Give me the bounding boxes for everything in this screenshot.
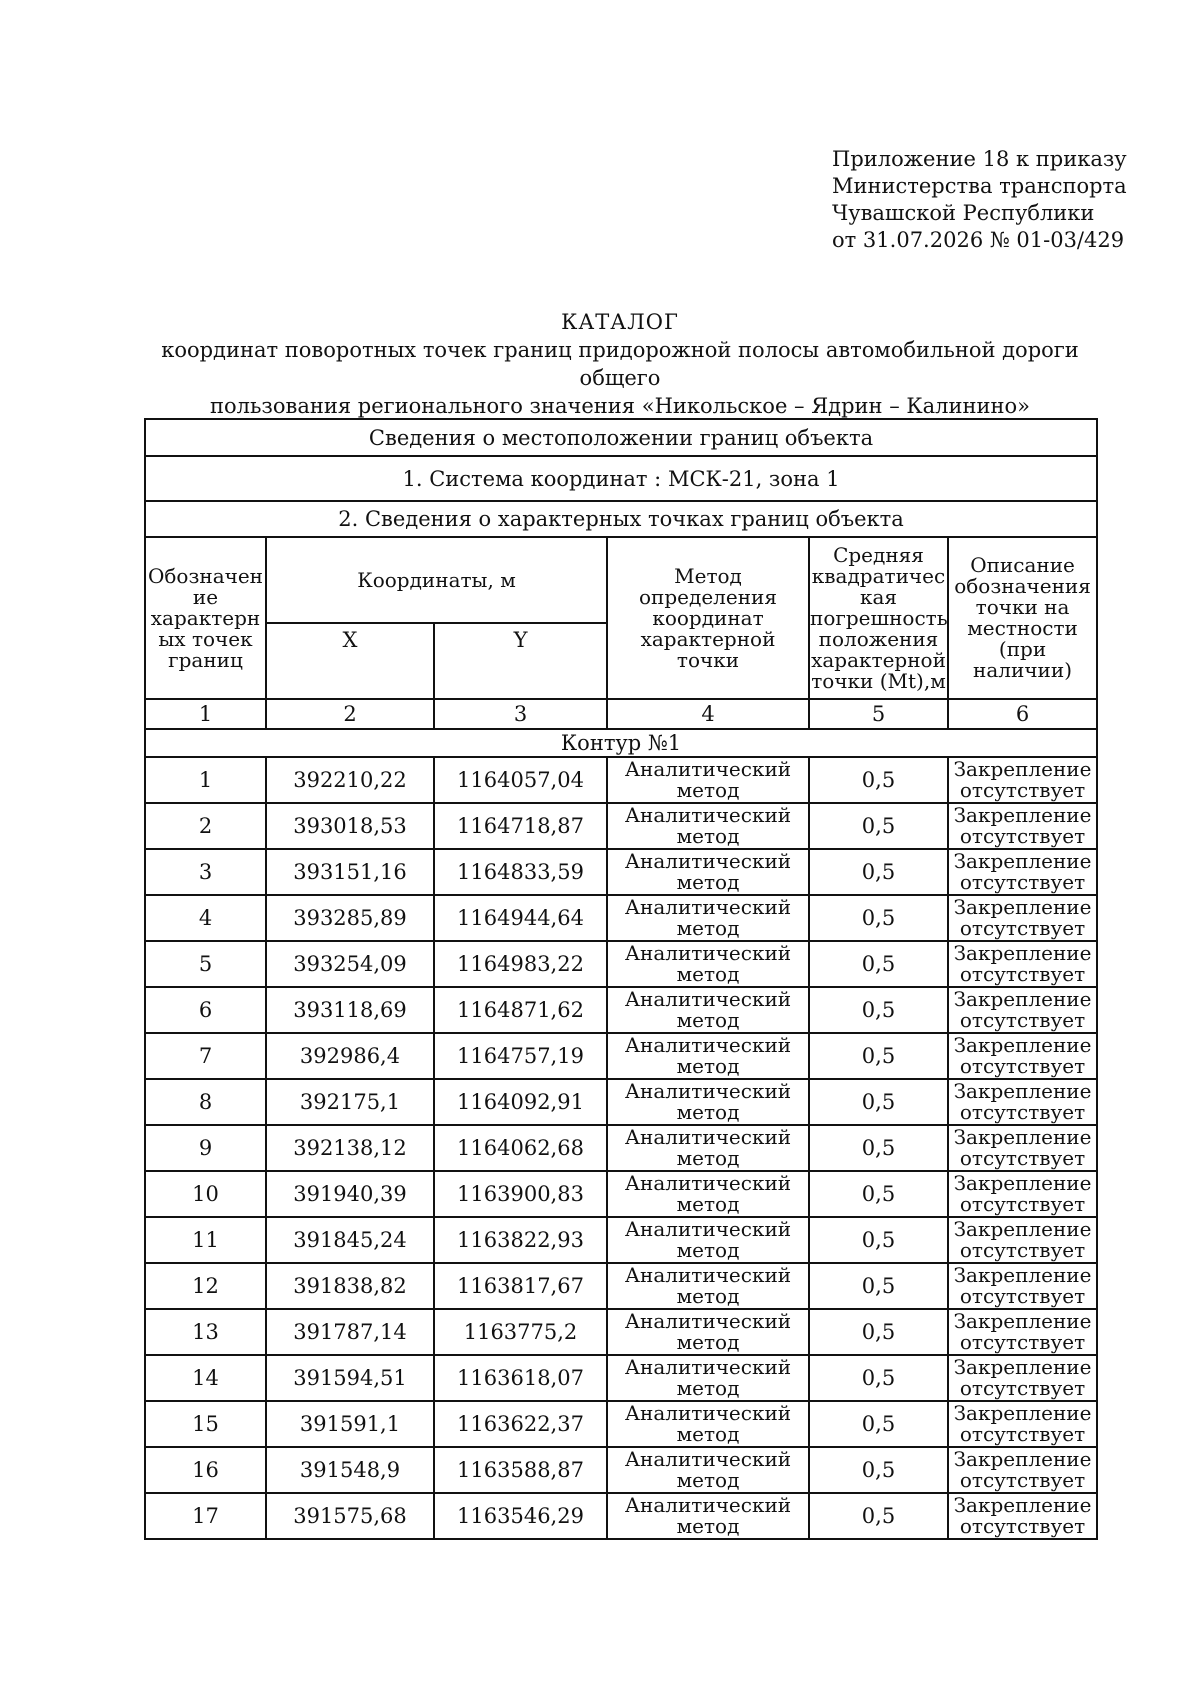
table-row	[145, 895, 1097, 941]
table-row	[145, 803, 1097, 849]
point-number: 15	[145, 1401, 266, 1447]
mean-error: 0,5	[809, 1355, 948, 1401]
coord-x: 391940,39	[266, 1171, 434, 1217]
method: Аналитический метод	[607, 803, 809, 849]
coord-x: 391845,24	[266, 1217, 434, 1263]
point-number: 11	[145, 1217, 266, 1263]
mean-error: 0,5	[809, 941, 948, 987]
col-header-y: Y	[434, 623, 607, 699]
coord-y: 1163622,37	[434, 1401, 607, 1447]
method: Аналитический метод	[607, 1493, 809, 1539]
col-number: 3	[434, 699, 607, 729]
mean-error: 0,5	[809, 757, 948, 803]
coord-y: 1163618,07	[434, 1355, 607, 1401]
point-description: Закрепление отсутствует	[948, 1125, 1097, 1171]
method: Аналитический метод	[607, 1447, 809, 1493]
coord-y: 1163822,93	[434, 1217, 607, 1263]
annex-line: Чувашской Республики	[832, 201, 1095, 225]
point-number: 13	[145, 1309, 266, 1355]
table-row	[145, 1401, 1097, 1447]
coord-y: 1163546,29	[434, 1493, 607, 1539]
table-row	[145, 941, 1097, 987]
method: Аналитический метод	[607, 1309, 809, 1355]
method: Аналитический метод	[607, 941, 809, 987]
mean-error: 0,5	[809, 1263, 948, 1309]
coord-y: 1163900,83	[434, 1171, 607, 1217]
col-number: 4	[607, 699, 809, 729]
point-number: 12	[145, 1263, 266, 1309]
col-header-point: Обозначен ие характерн ых точек границ	[145, 537, 266, 699]
col-header-x: X	[266, 623, 434, 699]
coord-x: 393118,69	[266, 987, 434, 1033]
point-description: Закрепление отсутствует	[948, 987, 1097, 1033]
point-number: 16	[145, 1447, 266, 1493]
mean-error: 0,5	[809, 1171, 948, 1217]
coord-x: 393018,53	[266, 803, 434, 849]
coord-y: 1164718,87	[434, 803, 607, 849]
catalog-title: КАТАЛОГ	[561, 310, 679, 334]
col-number: 5	[809, 699, 948, 729]
mean-error: 0,5	[809, 1493, 948, 1539]
coord-y: 1163817,67	[434, 1263, 607, 1309]
table-row	[145, 1217, 1097, 1263]
point-description: Закрепление отсутствует	[948, 1447, 1097, 1493]
point-description: Закрепление отсутствует	[948, 895, 1097, 941]
table-row	[145, 849, 1097, 895]
coord-y: 1163588,87	[434, 1447, 607, 1493]
col-header-description: Описание обозначения точки на местности (при наличии)	[948, 537, 1097, 699]
table-row	[145, 1125, 1097, 1171]
mean-error: 0,5	[809, 1079, 948, 1125]
coord-x: 392210,22	[266, 757, 434, 803]
method: Аналитический метод	[607, 757, 809, 803]
point-description: Закрепление отсутствует	[948, 1355, 1097, 1401]
coord-x: 391591,1	[266, 1401, 434, 1447]
mean-error: 0,5	[809, 1401, 948, 1447]
mean-error: 0,5	[809, 1447, 948, 1493]
point-number: 14	[145, 1355, 266, 1401]
coord-x: 392175,1	[266, 1079, 434, 1125]
contour-label: Контур №1	[145, 729, 1097, 757]
coord-x: 391594,51	[266, 1355, 434, 1401]
table-row	[145, 1033, 1097, 1079]
point-description: Закрепление отсутствует	[948, 1171, 1097, 1217]
point-description: Закрепление отсутствует	[948, 941, 1097, 987]
point-number: 3	[145, 849, 266, 895]
method: Аналитический метод	[607, 1355, 809, 1401]
coord-x: 393254,09	[266, 941, 434, 987]
annex-line: Министерства транспорта	[832, 174, 1127, 198]
mean-error: 0,5	[809, 803, 948, 849]
coordinates-table	[144, 418, 1098, 1540]
table-row	[145, 757, 1097, 803]
point-description: Закрепление отсутствует	[948, 1401, 1097, 1447]
table-row	[145, 1493, 1097, 1539]
coord-x: 393151,16	[266, 849, 434, 895]
coord-x: 391838,82	[266, 1263, 434, 1309]
coord-x: 391548,9	[266, 1447, 434, 1493]
point-number: 6	[145, 987, 266, 1033]
point-description: Закрепление отсутствует	[948, 757, 1097, 803]
coord-y: 1164062,68	[434, 1125, 607, 1171]
coord-y: 1164833,59	[434, 849, 607, 895]
table-header-points: 2. Сведения о характерных точках границ объекта	[145, 501, 1097, 537]
mean-error: 0,5	[809, 1033, 948, 1079]
point-description: Закрепление отсутствует	[948, 849, 1097, 895]
coord-y: 1164057,04	[434, 757, 607, 803]
point-description: Закрепление отсутствует	[948, 1079, 1097, 1125]
coord-y: 1164757,19	[434, 1033, 607, 1079]
point-number: 8	[145, 1079, 266, 1125]
point-description: Закрепление отсутствует	[948, 1217, 1097, 1263]
mean-error: 0,5	[809, 987, 948, 1033]
document-title	[130, 308, 1110, 420]
col-header-error: Средняя квадратичес кая погрешность положения характерной точки (Mt),м	[809, 537, 948, 699]
coord-x: 392986,4	[266, 1033, 434, 1079]
table-row	[145, 1263, 1097, 1309]
table-header-location: Сведения о местоположении границ объекта	[145, 419, 1097, 456]
point-number: 5	[145, 941, 266, 987]
table-row	[145, 1447, 1097, 1493]
point-number: 2	[145, 803, 266, 849]
method: Аналитический метод	[607, 1217, 809, 1263]
col-header-method: Метод определения координат характерной точки	[607, 537, 809, 699]
point-description: Закрепление отсутствует	[948, 803, 1097, 849]
method: Аналитический метод	[607, 1263, 809, 1309]
point-number: 7	[145, 1033, 266, 1079]
point-description: Закрепление отсутствует	[948, 1309, 1097, 1355]
point-number: 10	[145, 1171, 266, 1217]
point-number: 9	[145, 1125, 266, 1171]
col-number: 6	[948, 699, 1097, 729]
col-number: 2	[266, 699, 434, 729]
coord-x: 391575,68	[266, 1493, 434, 1539]
coord-y: 1164944,64	[434, 895, 607, 941]
point-number: 17	[145, 1493, 266, 1539]
table-row	[145, 1171, 1097, 1217]
mean-error: 0,5	[809, 895, 948, 941]
table-row	[145, 987, 1097, 1033]
table-header-coord-system: 1. Система координат : МСК-21, зона 1	[145, 456, 1097, 501]
title-line: пользования регионального значения «Никольское – Ядрин – Калинино»	[209, 394, 1030, 418]
point-description: Закрепление отсутствует	[948, 1263, 1097, 1309]
annex-date-number: от 31.07.2026 № 01-03/429	[832, 228, 1125, 252]
coord-y: 1164871,62	[434, 987, 607, 1033]
coord-y: 1164983,22	[434, 941, 607, 987]
table-body	[145, 757, 1097, 1539]
point-number: 4	[145, 895, 266, 941]
table-row	[145, 1355, 1097, 1401]
point-description: Закрепление отсутствует	[948, 1493, 1097, 1539]
method: Аналитический метод	[607, 1171, 809, 1217]
coord-x: 392138,12	[266, 1125, 434, 1171]
col-number: 1	[145, 699, 266, 729]
table-row	[145, 1309, 1097, 1355]
annex-line: Приложение 18 к приказу	[832, 147, 1127, 171]
coord-x: 391787,14	[266, 1309, 434, 1355]
method: Аналитический метод	[607, 1079, 809, 1125]
mean-error: 0,5	[809, 1309, 948, 1355]
method: Аналитический метод	[607, 895, 809, 941]
table-row	[145, 1079, 1097, 1125]
method: Аналитический метод	[607, 1033, 809, 1079]
coord-x: 393285,89	[266, 895, 434, 941]
mean-error: 0,5	[809, 1217, 948, 1263]
mean-error: 0,5	[809, 849, 948, 895]
point-description: Закрепление отсутствует	[948, 1033, 1097, 1079]
coord-y: 1163775,2	[434, 1309, 607, 1355]
col-header-coords: Координаты, м	[266, 537, 607, 623]
annex-block	[832, 146, 1127, 254]
method: Аналитический метод	[607, 849, 809, 895]
coord-y: 1164092,91	[434, 1079, 607, 1125]
point-number: 1	[145, 757, 266, 803]
method: Аналитический метод	[607, 987, 809, 1033]
method: Аналитический метод	[607, 1125, 809, 1171]
method: Аналитический метод	[607, 1401, 809, 1447]
title-line: координат поворотных точек границ придорожной полосы автомобильной дороги общего	[161, 338, 1079, 390]
mean-error: 0,5	[809, 1125, 948, 1171]
